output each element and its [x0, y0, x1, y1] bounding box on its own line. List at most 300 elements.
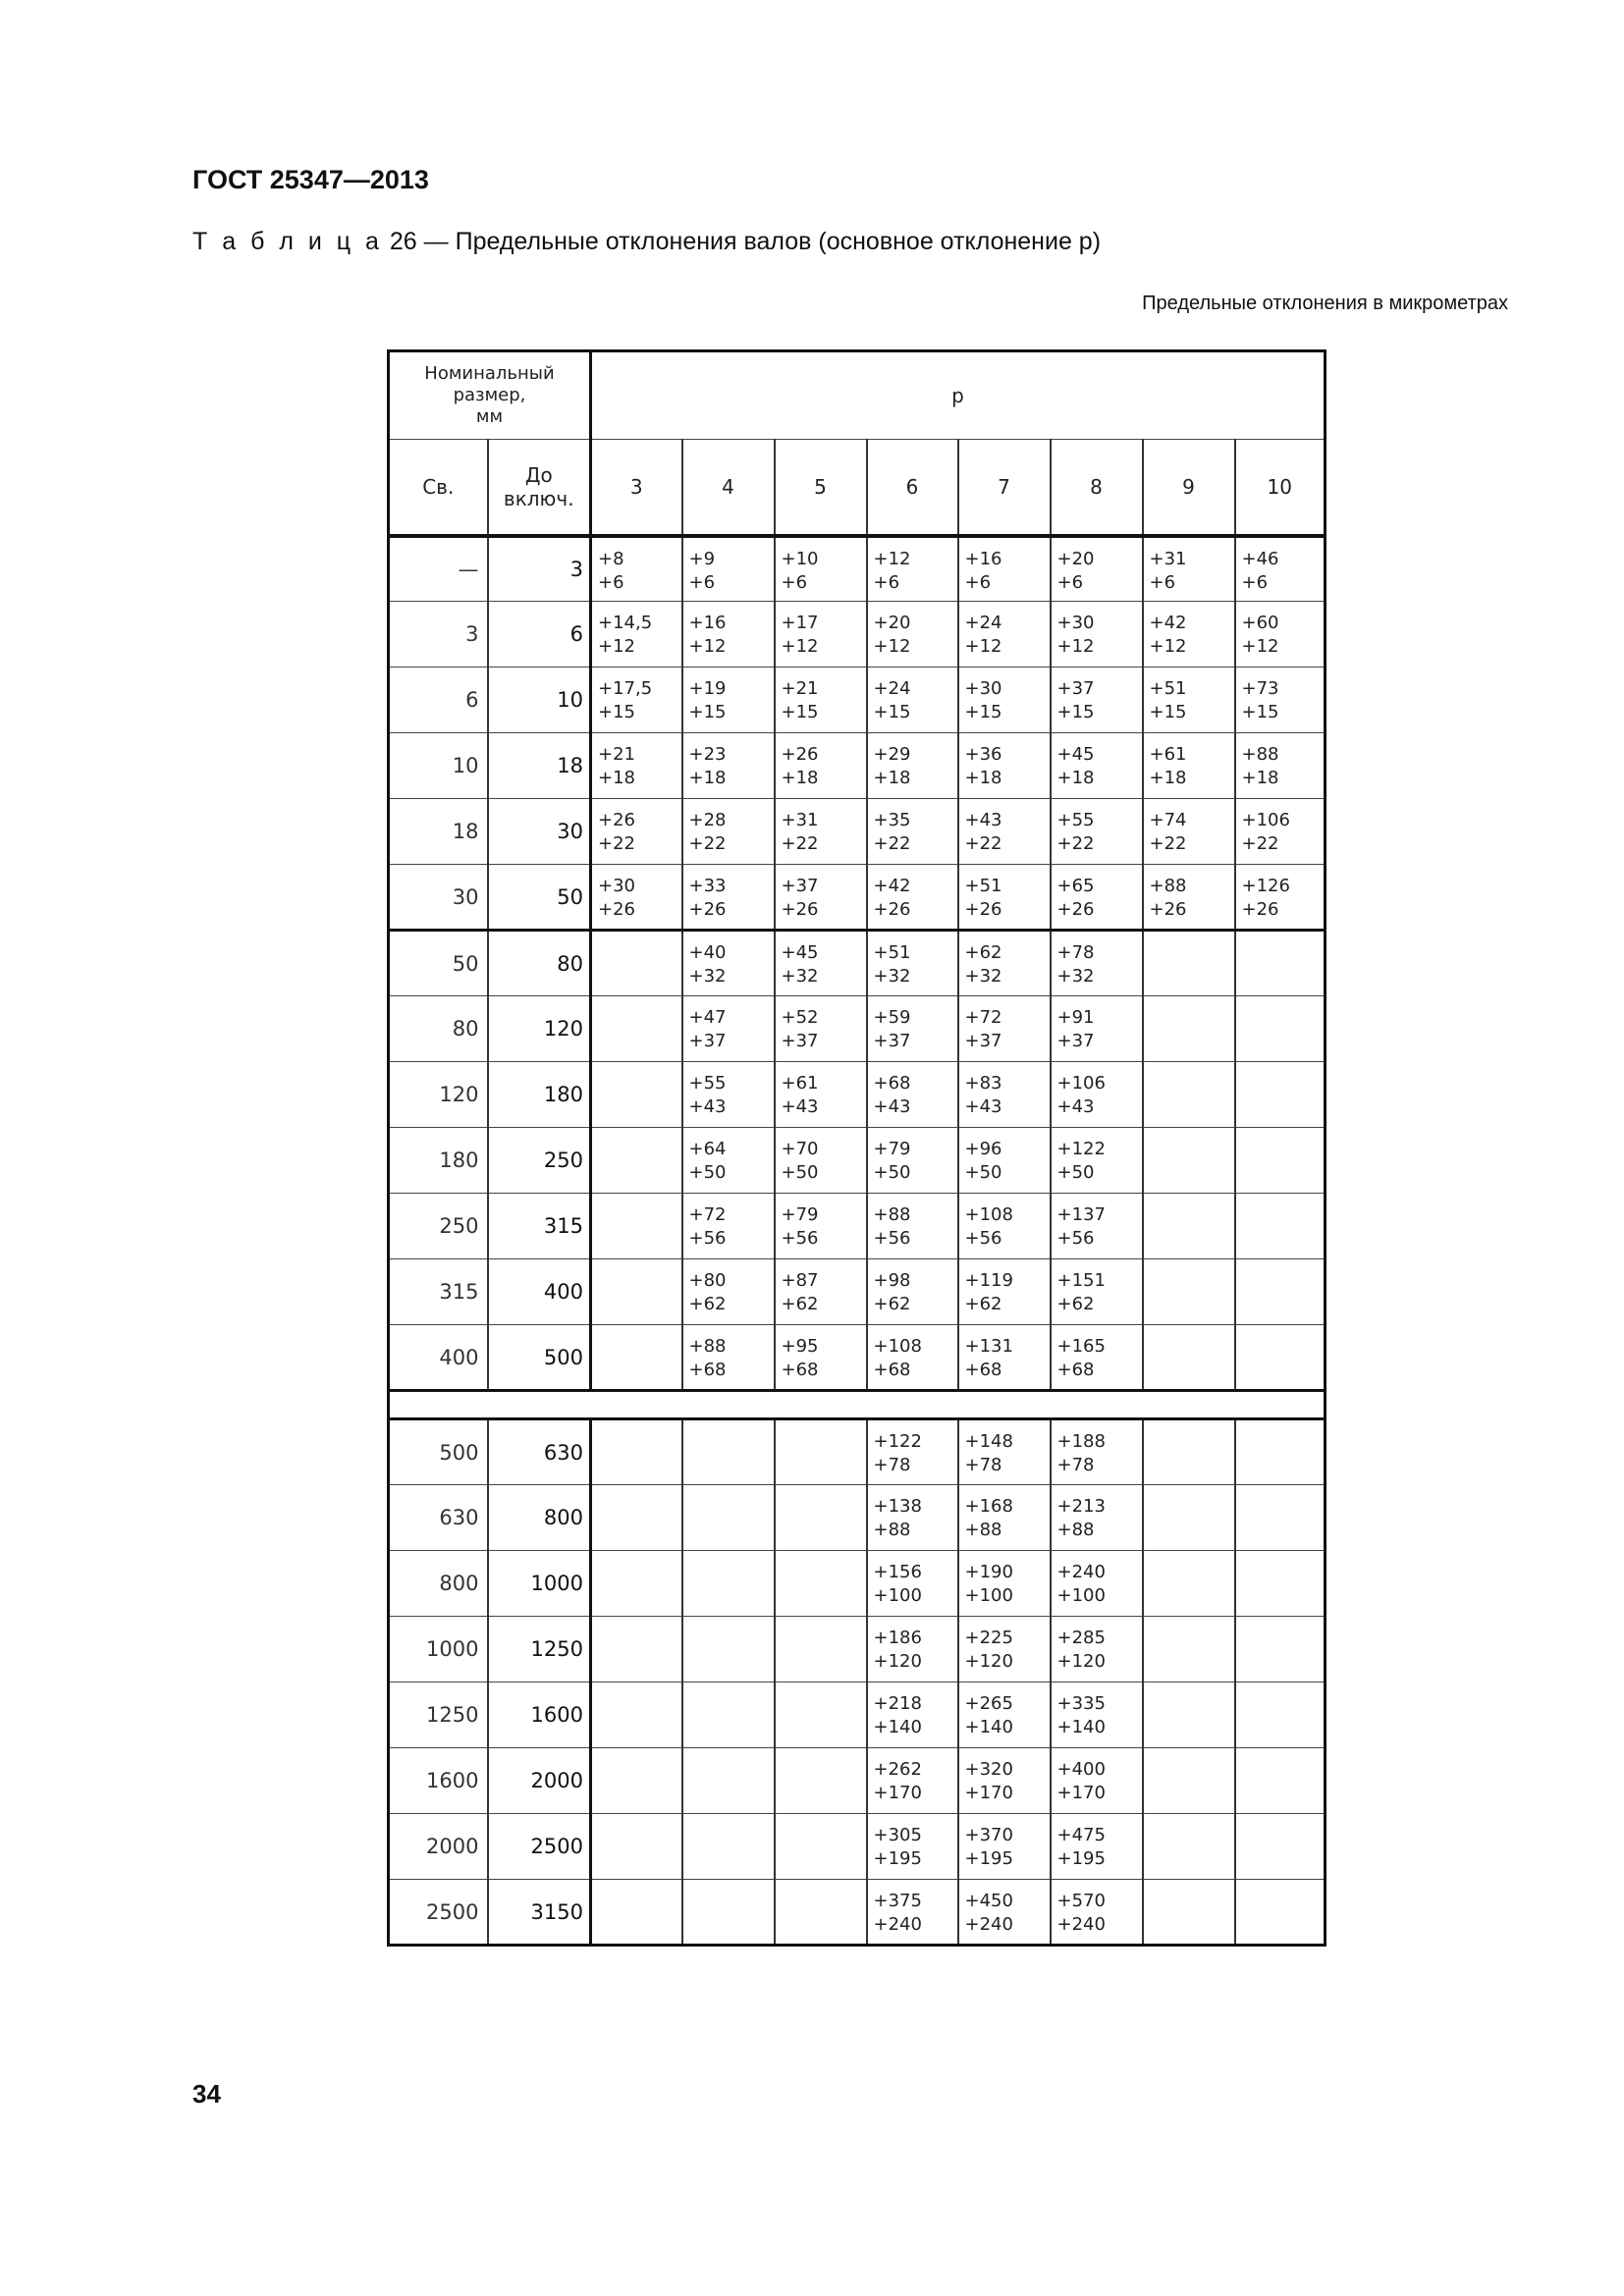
deviation-cell — [1143, 1194, 1235, 1259]
lower-deviation: +170 — [873, 1783, 922, 1803]
lower-deviation: +6 — [1056, 571, 1084, 593]
deviation-cell — [682, 1485, 775, 1551]
lower-deviation: +43 — [688, 1096, 727, 1117]
deviation-cell — [775, 996, 867, 1062]
lower-deviation: +22 — [1241, 833, 1279, 854]
deviation-cell — [1235, 1259, 1326, 1325]
lower-deviation: +100 — [873, 1585, 922, 1606]
deviation-cell — [682, 1259, 775, 1325]
table-row — [389, 1551, 1326, 1617]
lower-deviation: +15 — [1241, 702, 1279, 722]
deviation-cell — [958, 931, 1051, 996]
lower-deviation: +6 — [964, 571, 992, 593]
deviation-cell — [682, 865, 775, 931]
upper-deviation: +29 — [873, 744, 911, 765]
lower-deviation: +56 — [1056, 1228, 1095, 1249]
upper-deviation: +51 — [964, 876, 1002, 896]
table-caption-number: 26 — [389, 228, 417, 255]
size-from-cell: 18 — [389, 799, 488, 865]
deviation-cell — [682, 1194, 775, 1259]
deviation-cell — [958, 1419, 1051, 1485]
size-to-cell: 400 — [488, 1259, 591, 1325]
deviation-cell — [867, 1880, 958, 1946]
to-header-line: включ. — [503, 486, 574, 510]
size-to-cell: 1000 — [488, 1551, 591, 1617]
lower-deviation: +26 — [598, 899, 635, 920]
deviation-cell — [591, 1259, 682, 1325]
deviation-cell — [1051, 931, 1143, 996]
lower-deviation: +26 — [873, 899, 911, 920]
table-row — [389, 996, 1326, 1062]
deviation-cell — [867, 1128, 958, 1194]
table-row — [389, 865, 1326, 931]
lower-deviation: +18 — [1056, 768, 1095, 788]
size-from-cell: 10 — [389, 733, 488, 799]
header-row-grades — [389, 440, 1326, 536]
lower-deviation: +56 — [781, 1228, 819, 1249]
deviation-cell — [867, 602, 958, 667]
upper-deviation: +122 — [873, 1431, 922, 1452]
deviation-cell — [867, 1419, 958, 1485]
nominal-size-header-line: размер, — [453, 385, 526, 405]
lower-deviation: +22 — [964, 833, 1002, 854]
deviation-cell — [1235, 1814, 1326, 1880]
upper-deviation: +73 — [1241, 678, 1279, 699]
lower-deviation: +22 — [781, 833, 819, 854]
lower-deviation: +32 — [873, 966, 911, 987]
lower-deviation: +68 — [781, 1360, 819, 1380]
upper-deviation: +19 — [688, 678, 727, 699]
deviation-cell — [682, 667, 775, 733]
lower-deviation: +18 — [1149, 768, 1187, 788]
lower-deviation: +12 — [1056, 636, 1095, 657]
upper-deviation: +188 — [1056, 1431, 1106, 1452]
table-row — [389, 1814, 1326, 1880]
table-row — [389, 1419, 1326, 1485]
upper-deviation: +79 — [873, 1139, 911, 1159]
deviation-cell — [867, 931, 958, 996]
upper-deviation: +122 — [1056, 1139, 1106, 1159]
lower-deviation: +22 — [598, 833, 635, 854]
deviation-cell — [775, 1194, 867, 1259]
size-to-cell: 2500 — [488, 1814, 591, 1880]
upper-deviation: +78 — [1056, 942, 1095, 963]
deviation-cell — [1051, 1551, 1143, 1617]
deviation-cell — [591, 536, 682, 602]
size-to-cell: 6 — [488, 602, 591, 667]
grade-header: 4 — [682, 440, 775, 536]
upper-deviation: +95 — [781, 1336, 819, 1357]
size-to-cell: 800 — [488, 1485, 591, 1551]
size-from-cell: — — [389, 536, 488, 602]
table-row — [389, 733, 1326, 799]
lower-deviation: +140 — [1056, 1717, 1106, 1737]
lower-deviation: +62 — [781, 1294, 819, 1314]
grade-header: 9 — [1143, 440, 1235, 536]
lower-deviation: +170 — [1056, 1783, 1106, 1803]
lower-deviation: +62 — [873, 1294, 911, 1314]
deviation-cell — [591, 1194, 682, 1259]
deviation-cell — [591, 602, 682, 667]
lower-deviation: +120 — [1056, 1651, 1106, 1672]
upper-deviation: +79 — [781, 1204, 819, 1225]
lower-deviation: +240 — [873, 1914, 922, 1935]
deviation-cell — [775, 1062, 867, 1128]
deviation-cell — [1235, 1617, 1326, 1682]
lower-deviation: +68 — [964, 1360, 1002, 1380]
deviation-cell — [775, 1485, 867, 1551]
deviation-cell — [591, 996, 682, 1062]
deviation-cell — [1235, 1325, 1326, 1391]
deviation-cell — [1051, 1814, 1143, 1880]
deviation-cell — [958, 1814, 1051, 1880]
deviation-cell — [682, 536, 775, 602]
deviation-cell — [867, 1485, 958, 1551]
deviation-cell — [682, 1814, 775, 1880]
table-row — [389, 931, 1326, 996]
deviation-cell — [591, 799, 682, 865]
deviation-cell — [1235, 1194, 1326, 1259]
deviation-cell — [1143, 536, 1235, 602]
upper-deviation: +168 — [964, 1496, 1013, 1517]
deviation-cell — [1051, 865, 1143, 931]
size-to-cell: 630 — [488, 1419, 591, 1485]
deviation-cell — [591, 1748, 682, 1814]
upper-deviation: +14,5 — [598, 613, 653, 633]
deviation-cell — [775, 1880, 867, 1946]
size-to-cell: 3150 — [488, 1880, 591, 1946]
lower-deviation: +43 — [781, 1096, 819, 1117]
upper-deviation: +42 — [1149, 613, 1187, 633]
deviation-cell — [682, 1128, 775, 1194]
upper-deviation: +55 — [688, 1073, 727, 1094]
deviation-cell — [958, 1325, 1051, 1391]
nominal-size-header-line: мм — [475, 406, 504, 427]
deviation-cell — [1051, 536, 1143, 602]
lower-deviation: +32 — [964, 966, 1002, 987]
upper-deviation: +400 — [1056, 1759, 1106, 1780]
deviation-cell — [867, 1814, 958, 1880]
upper-deviation: +165 — [1056, 1336, 1106, 1357]
upper-deviation: +55 — [1056, 810, 1095, 830]
deviation-cell — [958, 1128, 1051, 1194]
lower-deviation: +15 — [964, 702, 1002, 722]
lower-deviation: +18 — [873, 768, 911, 788]
size-to-cell: 80 — [488, 931, 591, 996]
deviation-cell — [958, 536, 1051, 602]
lower-deviation: +43 — [1056, 1096, 1095, 1117]
lower-deviation: +15 — [598, 702, 635, 722]
upper-deviation: +42 — [873, 876, 911, 896]
upper-deviation: +31 — [781, 810, 819, 830]
table-row — [389, 1617, 1326, 1682]
upper-deviation: +88 — [1241, 744, 1279, 765]
grade-header: 7 — [958, 440, 1051, 536]
upper-deviation: +156 — [873, 1562, 922, 1582]
size-from-cell: 6 — [389, 667, 488, 733]
deviation-cell — [867, 733, 958, 799]
deviation-cell — [1051, 1880, 1143, 1946]
lower-deviation: +140 — [873, 1717, 922, 1737]
lower-deviation: +50 — [688, 1162, 727, 1183]
upper-deviation: +88 — [1149, 876, 1187, 896]
lower-deviation: +26 — [1241, 899, 1279, 920]
deviation-cell — [1143, 1325, 1235, 1391]
upper-deviation: +26 — [781, 744, 819, 765]
upper-deviation: +51 — [873, 942, 911, 963]
upper-deviation: +370 — [964, 1825, 1013, 1845]
upper-deviation: +137 — [1056, 1204, 1106, 1225]
upper-deviation: +96 — [964, 1139, 1002, 1159]
lower-deviation: +18 — [688, 768, 727, 788]
size-from-cell: 315 — [389, 1259, 488, 1325]
upper-deviation: +24 — [873, 678, 911, 699]
deviation-cell — [867, 1259, 958, 1325]
lower-deviation: +50 — [964, 1162, 1002, 1183]
grade-header: 3 — [591, 440, 682, 536]
upper-deviation: +47 — [688, 1007, 727, 1028]
size-to-cell: 315 — [488, 1194, 591, 1259]
lower-deviation: +26 — [1056, 899, 1095, 920]
grade-group-header: p — [591, 351, 1326, 440]
upper-deviation: +98 — [873, 1270, 911, 1291]
deviation-cell — [591, 1682, 682, 1748]
upper-deviation: +186 — [873, 1628, 922, 1648]
lower-deviation: +195 — [873, 1848, 922, 1869]
deviation-cell — [682, 1748, 775, 1814]
upper-deviation: +20 — [1056, 548, 1095, 569]
grade-header: 10 — [1235, 440, 1326, 536]
size-from-cell: 30 — [389, 865, 488, 931]
table-row — [389, 799, 1326, 865]
size-from-cell: 1000 — [389, 1617, 488, 1682]
table-gap-cell — [389, 1391, 1326, 1419]
lower-deviation: +68 — [1056, 1360, 1095, 1380]
size-from-cell: 2500 — [389, 1880, 488, 1946]
table-row — [389, 1128, 1326, 1194]
lower-deviation: +32 — [1056, 966, 1095, 987]
lower-deviation: +12 — [598, 636, 635, 657]
deviation-cell — [1051, 667, 1143, 733]
grade-header: 5 — [775, 440, 867, 536]
deviation-cell — [867, 1748, 958, 1814]
upper-deviation: +33 — [688, 876, 727, 896]
lower-deviation: +15 — [1056, 702, 1095, 722]
deviation-cell — [591, 1485, 682, 1551]
size-from-cell: 80 — [389, 996, 488, 1062]
size-from-cell: 1600 — [389, 1748, 488, 1814]
deviation-cell — [1143, 1485, 1235, 1551]
deviation-cell — [682, 1551, 775, 1617]
size-to-cell: 18 — [488, 733, 591, 799]
lower-deviation: +88 — [873, 1520, 911, 1540]
upper-deviation: +64 — [688, 1139, 727, 1159]
deviation-cell — [1143, 667, 1235, 733]
deviation-cell — [1051, 1325, 1143, 1391]
deviation-cell — [591, 667, 682, 733]
deviation-cell — [1143, 602, 1235, 667]
lower-deviation: +62 — [688, 1294, 727, 1314]
table-row — [389, 1194, 1326, 1259]
upper-deviation: +17,5 — [598, 678, 653, 699]
lower-deviation: +12 — [873, 636, 911, 657]
lower-deviation: +12 — [781, 636, 819, 657]
upper-deviation: +35 — [873, 810, 911, 830]
deviation-cell — [591, 1128, 682, 1194]
deviation-cell — [1143, 1062, 1235, 1128]
upper-deviation: +108 — [964, 1204, 1013, 1225]
lower-deviation: +32 — [781, 966, 819, 987]
nominal-size-header-line: Номинальный — [424, 363, 555, 384]
upper-deviation: +24 — [964, 613, 1002, 633]
upper-deviation: +335 — [1056, 1693, 1106, 1714]
size-to-cell: 1600 — [488, 1682, 591, 1748]
upper-deviation: +21 — [598, 744, 635, 765]
table-caption-text: — Предельные отклонения валов (основное отклонение p) — [416, 228, 1102, 255]
lower-deviation: +62 — [1056, 1294, 1095, 1314]
lower-deviation: +43 — [964, 1096, 1002, 1117]
lower-deviation: +56 — [688, 1228, 727, 1249]
upper-deviation: +240 — [1056, 1562, 1106, 1582]
lower-deviation: +26 — [964, 899, 1002, 920]
upper-deviation: +218 — [873, 1693, 922, 1714]
deviation-cell — [591, 1325, 682, 1391]
table-row — [389, 1485, 1326, 1551]
upper-deviation: +108 — [873, 1336, 922, 1357]
deviation-cell — [958, 799, 1051, 865]
upper-deviation: +10 — [781, 548, 819, 569]
lower-deviation: +78 — [873, 1455, 911, 1475]
deviation-cell — [591, 1880, 682, 1946]
lower-deviation: +15 — [873, 702, 911, 722]
deviation-cell — [1051, 1617, 1143, 1682]
upper-deviation: +119 — [964, 1270, 1013, 1291]
deviation-cell — [1051, 1682, 1143, 1748]
upper-deviation: +88 — [688, 1336, 727, 1357]
deviation-cell — [1235, 1419, 1326, 1485]
lower-deviation: +18 — [964, 768, 1002, 788]
deviation-cell — [1235, 1551, 1326, 1617]
lower-deviation: +100 — [1056, 1585, 1106, 1606]
deviation-cell — [867, 1551, 958, 1617]
upper-deviation: +60 — [1241, 613, 1279, 633]
deviation-cell — [775, 799, 867, 865]
upper-deviation: +88 — [873, 1204, 911, 1225]
lower-deviation: +15 — [781, 702, 819, 722]
deviation-cell — [591, 733, 682, 799]
upper-deviation: +40 — [688, 942, 727, 963]
lower-deviation: +78 — [1056, 1455, 1095, 1475]
deviation-cell — [958, 1551, 1051, 1617]
upper-deviation: +30 — [1056, 613, 1095, 633]
deviation-cell — [1143, 1617, 1235, 1682]
deviation-cell — [682, 1617, 775, 1682]
lower-deviation: +22 — [1149, 833, 1187, 854]
deviation-cell — [1051, 733, 1143, 799]
deviation-cell — [775, 536, 867, 602]
upper-deviation: +262 — [873, 1759, 922, 1780]
upper-deviation: +83 — [964, 1073, 1002, 1094]
upper-deviation: +46 — [1241, 548, 1279, 569]
upper-deviation: +87 — [781, 1270, 819, 1291]
lower-deviation: +18 — [598, 768, 635, 788]
lower-deviation: +12 — [688, 636, 727, 657]
deviation-cell — [775, 1682, 867, 1748]
deviation-cell — [867, 1617, 958, 1682]
deviation-cell — [682, 1880, 775, 1946]
upper-deviation: +285 — [1056, 1628, 1106, 1648]
deviation-cell — [958, 733, 1051, 799]
deviation-cell — [1143, 931, 1235, 996]
upper-deviation: +68 — [873, 1073, 911, 1094]
table-row — [389, 536, 1326, 602]
deviation-cell — [1235, 667, 1326, 733]
size-to-cell: 250 — [488, 1128, 591, 1194]
upper-deviation: +43 — [964, 810, 1002, 830]
upper-deviation: +148 — [964, 1431, 1013, 1452]
upper-deviation: +375 — [873, 1891, 922, 1911]
deviation-cell — [591, 1617, 682, 1682]
upper-deviation: +305 — [873, 1825, 922, 1845]
deviation-cell — [682, 931, 775, 996]
lower-deviation: +12 — [1149, 636, 1187, 657]
deviation-cell — [591, 1419, 682, 1485]
lower-deviation: +18 — [1241, 768, 1279, 788]
grade-header: 6 — [867, 440, 958, 536]
deviation-cell — [775, 1617, 867, 1682]
upper-deviation: +31 — [1149, 548, 1187, 569]
size-to-cell: 3 — [488, 536, 591, 602]
size-from-cell: 630 — [389, 1485, 488, 1551]
deviation-cell — [1143, 1682, 1235, 1748]
deviation-cell — [775, 1128, 867, 1194]
lower-deviation: +37 — [688, 1031, 727, 1051]
lower-deviation: +22 — [688, 833, 727, 854]
nominal-size-header — [389, 351, 591, 440]
lower-deviation: +26 — [688, 899, 727, 920]
size-from-cell: 800 — [389, 1551, 488, 1617]
size-to-cell: 50 — [488, 865, 591, 931]
upper-deviation: +126 — [1241, 876, 1290, 896]
deviation-cell — [867, 799, 958, 865]
deviation-cell — [1235, 733, 1326, 799]
size-to-cell: 120 — [488, 996, 591, 1062]
deviation-cell — [775, 1551, 867, 1617]
to-header — [488, 440, 591, 536]
deviation-cell — [867, 1682, 958, 1748]
deviation-cell — [775, 1748, 867, 1814]
lower-deviation: +195 — [1056, 1848, 1106, 1869]
deviation-cell — [958, 1748, 1051, 1814]
upper-deviation: +21 — [781, 678, 819, 699]
lower-deviation: +68 — [688, 1360, 727, 1380]
lower-deviation: +6 — [873, 571, 900, 593]
deviation-cell — [682, 1062, 775, 1128]
deviation-cell — [775, 1419, 867, 1485]
deviation-cell — [958, 1259, 1051, 1325]
deviation-cell — [682, 1682, 775, 1748]
upper-deviation: +8 — [598, 548, 624, 569]
table-row — [389, 1748, 1326, 1814]
upper-deviation: +20 — [873, 613, 911, 633]
deviation-cell — [958, 1485, 1051, 1551]
upper-deviation: +61 — [781, 1073, 819, 1094]
upper-deviation: +72 — [964, 1007, 1002, 1028]
size-from-cell: 3 — [389, 602, 488, 667]
upper-deviation: +37 — [1056, 678, 1095, 699]
upper-deviation: +52 — [781, 1007, 819, 1028]
deviation-cell — [958, 996, 1051, 1062]
